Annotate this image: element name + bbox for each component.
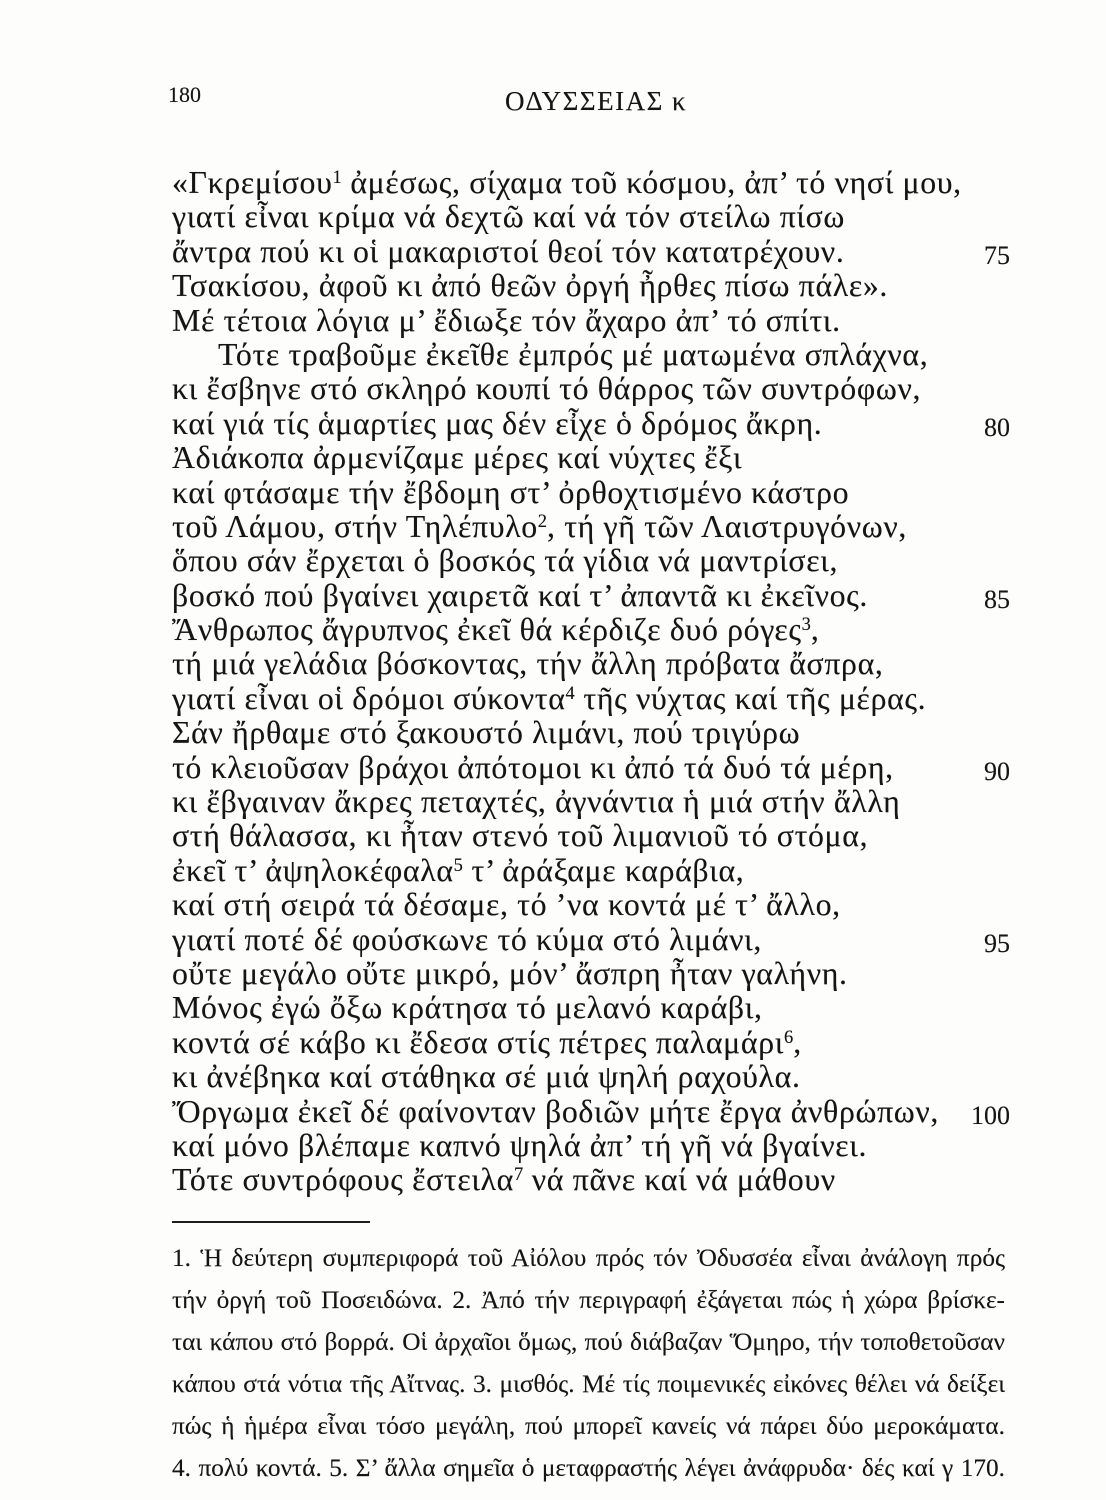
verse-line-14 (172, 613, 1010, 647)
verse-text (172, 1163, 836, 1197)
verse-line-6 (172, 338, 1010, 372)
line-number: 100 (971, 1100, 1010, 1130)
verse-text: Σάν ἤρθαμε στό ξακουστό λιμάνι, πού τριγύρω (172, 715, 801, 751)
footnote-marker: 1 (332, 166, 342, 187)
verse-text-part: κοντά σέ κάβο κι ἔδεσα στίς πέτρες παλαμάρι (172, 1024, 784, 1060)
footnote-line-1 (172, 1237, 1005, 1279)
footnote-line-6 (172, 1447, 1005, 1489)
verse-text (172, 854, 744, 888)
verse-line-1 (172, 166, 1010, 200)
verse-line-19 (172, 785, 1010, 819)
verse-line-16 (172, 682, 1010, 716)
verse-text-part: τ’ ἀράξαμε καράβια, (462, 852, 745, 888)
verse-text-part: Ἄνθρωπος ἄγρυπνος ἐκεῖ θά κέρδιζε δυό ρόγες (172, 612, 802, 648)
verse-line-7 (172, 372, 1010, 406)
verse-text: ὅπου σάν ἔρχεται ὁ βοσκός τά γίδια νά μαντρίσει, (172, 543, 839, 579)
footnote-marker: 7 (513, 1164, 524, 1185)
footnote-text: 1. Ἡ δεύτερη συμπεριφορά τοῦ Αἰόλου πρός τόν Ὀδυσσέα εἶναι ἀνάλογη πρός (172, 1244, 1005, 1272)
verse-text: τό κλειοῦσαν βράχοι ἀπότομοι κι ἀπό τά δυό τά μέρη, (172, 749, 894, 785)
verse-text: καί γιά τίς ἁμαρτίες μας δέν εἶχε ὁ δρόμος ἄκρη. (172, 405, 823, 441)
verse-text (172, 166, 962, 200)
verse-text (172, 1026, 802, 1060)
verse-text: καί μόνο βλέπαμε καπνό ψηλά ἀπ’ τή γῆ νά βγαίνει. (172, 1127, 868, 1163)
verse-text: τή μιά γελάδια βόσκοντας, τήν ἄλλη πρόβατα ἄσπρα, (172, 646, 884, 682)
verse-text-part: νά πᾶνε καί νά μάθουν (523, 1162, 836, 1198)
verse-text-part: , τή γῆ τῶν Λαιστρυγόνων, (547, 508, 907, 544)
footnote-marker: 2 (537, 510, 548, 531)
verse-line-13 (172, 579, 1010, 613)
verse-text: Τσακίσου, ἀφοῦ κι ἀπό θεῶν ὀργή ἦρθες πίσω πάλε». (172, 268, 889, 304)
verse-text: κι ἀνέβηκα καί στάθηκα σέ μιά ψηλή ραχούλα. (172, 1059, 801, 1095)
verse-text: Ἀδιάκοπα ἀρμενίζαμε μέρες καί νύχτες ἔξι (172, 440, 743, 476)
verse-text-part: τῆς νύχτας καί τῆς μέρας. (574, 680, 927, 716)
verse-line-8 (172, 407, 1010, 441)
footnote-text: ται κάπου στό βορρά. Οἱ ἀρχαῖοι ὅμως, πού διάβαζαν Ὅμηρο, τήν τοποθετοῦσαν (172, 1328, 1005, 1356)
verse-line-15 (172, 647, 1010, 681)
verse-text-part: , (810, 612, 820, 648)
line-number: 90 (984, 756, 1010, 786)
footnote-text: πώς ἡ ἡμέρα εἶναι τόσο μεγάλη, πού μπορεῖ κανείς νά πάρει δύο μεροκάματα. (172, 1412, 1005, 1440)
line-number: 80 (984, 412, 1010, 442)
verse-line-26 (172, 1026, 1010, 1060)
footnote-text: τήν ὀργή τοῦ Ποσειδώνα. 2. Ἀπό τήν περιγραφή ἐξάγεται πώς ἡ χώρα βρίσκε- (172, 1286, 1005, 1314)
verse-line-3 (172, 235, 1010, 269)
verse-line-23 (172, 923, 1010, 957)
verse-line-24 (172, 957, 1010, 991)
footnote-text: κάπου στά νότια τῆς Αἴτνας. 3. μισθός. Μέ τίς ποιμενικές εἰκόνες θέλει νά δείξει (172, 1370, 1005, 1398)
footnote-separator-rule (172, 1221, 370, 1223)
verse-text-part: γιατί εἶναι οἱ δρόμοι σύκοντα (172, 680, 566, 716)
verse-text: στή θάλασσα, κι ἦταν στενό τοῦ λιμανιοῦ τό στόμα, (172, 818, 869, 854)
verse-text-part: ἀμέσως, σίχαμα τοῦ κόσμου, ἀπ’ τό νησί μου, (341, 165, 962, 200)
footnote-line-3 (172, 1321, 1005, 1363)
verse-line-2 (172, 200, 1010, 234)
verse-text: βοσκό πού βγαίνει χαιρετᾶ καί τ’ ἀπαντᾶ κι ἐκεῖνος. (172, 577, 869, 613)
verse-text: ἄντρα πού κι οἱ μακαριστοί θεοί τόν κατατρέχουν. (172, 233, 845, 269)
verse-line-18 (172, 751, 1010, 785)
verse-line-25 (172, 991, 1010, 1025)
verse-line-5 (172, 304, 1010, 338)
verse-text: κι ἔβγαιναν ἄκρες πεταχτές, ἀγνάντια ἡ μιά στήν ἄλλη (172, 784, 901, 820)
verse-line-20 (172, 819, 1010, 853)
verse-line-10 (172, 476, 1010, 510)
footnote-text: 4. πολύ κοντά. 5. Σ’ ἄλλα σημεῖα ὁ μεταφραστής λέγει ἀνάφρυδα· δές καί γ 170. (172, 1454, 1005, 1482)
verse-text: Μόνος ἐγώ ὄξω κράτησα τό μελανό καράβι, (172, 990, 763, 1026)
page-number: 180 (168, 82, 201, 107)
verse-block (172, 166, 1010, 1198)
verse-line-29 (172, 1129, 1010, 1163)
verse-line-17 (172, 716, 1010, 750)
footnote-line-2 (172, 1279, 1005, 1321)
line-number: 85 (984, 584, 1010, 614)
verse-text (172, 613, 819, 647)
verse-text-part: , (793, 1024, 802, 1060)
footnote-marker: 5 (453, 854, 463, 875)
verse-text (172, 682, 926, 716)
verse-text: καί στή σειρά τά δέσαμε, τό ’να κοντά μέ τ’ ἄλλο, (172, 887, 841, 923)
running-title: ΟΔΥΣΣΕΙΑΣ κ (505, 86, 688, 116)
verse-text-part: τοῦ Λάμου, στήν Τηλέπυλο (172, 508, 538, 544)
verse-line-30 (172, 1163, 1010, 1197)
verse-text-part: «Γκρεμίσου (172, 165, 333, 200)
line-number: 75 (984, 240, 1010, 270)
verse-line-9 (172, 441, 1010, 475)
verse-text: καί φτάσαμε τήν ἔβδομη στ’ ὀρθοχτισμένο κάστρο (172, 474, 850, 510)
verse-text (172, 510, 907, 544)
footnote-line-5 (172, 1405, 1005, 1447)
footnote-marker: 3 (801, 613, 811, 634)
verse-line-11 (172, 510, 1010, 544)
verse-line-21 (172, 854, 1010, 888)
verse-text: Ὄργωμα ἐκεῖ δέ φαίνονταν βοδιῶν μήτε ἔργα ἀνθρώπων, (172, 1093, 940, 1129)
verse-line-27 (172, 1060, 1010, 1094)
verse-text-part: Τότε συντρόφους ἔστειλα (172, 1162, 514, 1198)
line-number: 95 (984, 928, 1010, 958)
verse-text: γιατί εἶναι κρίμα νά δεχτῶ καί νά τόν στείλω πίσω (172, 199, 846, 235)
verse-text: Μέ τέτοια λόγια μ’ ἔδιωξε τόν ἄχαρο ἀπ’ τό σπίτι. (172, 302, 841, 338)
verse-line-28 (172, 1095, 1010, 1129)
footnote-line-4 (172, 1363, 1005, 1405)
verse-text: κι ἔσβηνε στό σκληρό κουπί τό θάρρος τῶν συντρόφων, (172, 371, 922, 407)
footnote-marker: 6 (783, 1026, 794, 1047)
verse-text: οὔτε μεγάλο οὔτε μικρό, μόν’ ἄσπρη ἦταν γαλήνη. (172, 955, 848, 991)
verse-text: γιατί ποτέ δέ φούσκωνε τό κύμα στό λιμάνι, (172, 921, 762, 957)
verse-line-12 (172, 544, 1010, 578)
verse-text: Τότε τραβοῦμε ἐκεῖθε ἐμπρός μέ ματωμένα σπλάχνα, (218, 336, 929, 372)
verse-line-4 (172, 269, 1010, 303)
verse-text-part: ἐκεῖ τ’ ἀψηλοκέφαλα (172, 852, 454, 888)
footnote-marker: 4 (565, 682, 575, 703)
footnotes (172, 1237, 1005, 1489)
verse-line-22 (172, 888, 1010, 922)
